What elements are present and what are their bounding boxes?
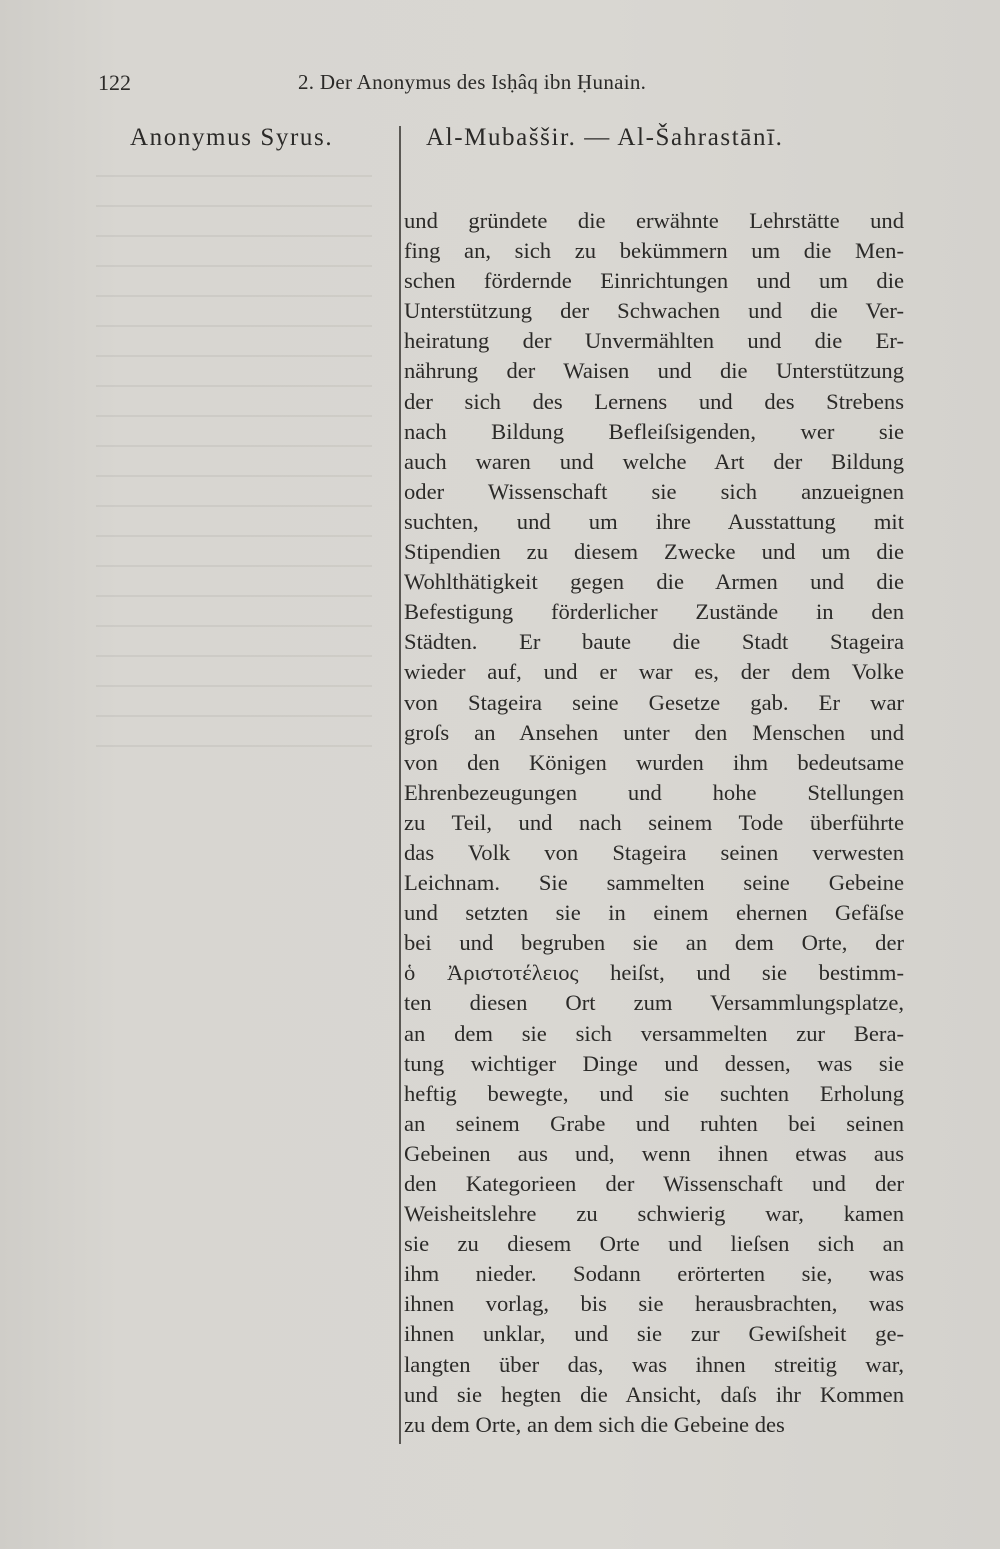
text-line: heftig bewegte, und sie suchten Erholung (404, 1080, 904, 1106)
text-line: und setzten sie in einem ehernen Gefäſse (404, 900, 904, 926)
right-column-heading: Al-Mubaššir. — Al-Šahrastānī. (426, 124, 784, 151)
text-line: schen fördernde Einrichtungen und um die (404, 268, 904, 294)
text-line: Wohlthätigkeit gegen die Armen und die (404, 569, 904, 595)
text-line: langten über das, was ihnen streitig war, (404, 1351, 904, 1377)
text-line: tung wichtiger Dinge und dessen, was sie (404, 1050, 904, 1076)
text-line: suchten, und um ihre Ausstattung mit (404, 508, 904, 534)
text-line: fing an, sich zu bekümmern um die Men- (404, 238, 904, 264)
text-line: auch waren und welche Art der Bildung (404, 448, 904, 474)
text-line: nach Bildung Befleiſsigenden, wer sie (404, 418, 904, 444)
text-line: Stipendien zu diesem Zwecke und um die (404, 539, 904, 565)
page-number: 122 (98, 70, 131, 95)
text-line: bei und begruben sie an dem Orte, der (404, 930, 904, 956)
running-head (98, 70, 898, 100)
text-line: Weisheitslehre zu schwierig war, kamen (404, 1201, 904, 1227)
text-line: an seinem Grabe und ruhten bei seinen (404, 1110, 904, 1136)
text-line: groſs an Ansehen unter den Menschen und (404, 719, 904, 745)
text-line: Städten. Er baute die Stadt Stageira (404, 629, 904, 655)
text-line: an dem sie sich versammelten zur Bera- (404, 1020, 904, 1046)
text-line: ὁ Ἀριστοτέλειος heiſst, und sie bestimm- (404, 960, 904, 986)
left-column-heading: Anonymus Syrus. (130, 124, 334, 151)
text-line: Gebeinen aus und, wenn ihnen etwas aus (404, 1140, 904, 1166)
text-line: von Stageira seine Gesetze gab. Er war (404, 689, 904, 715)
text-line: ten diesen Ort zum Versammlungsplatze, (404, 990, 904, 1016)
text-line: zu dem Orte, an dem sich die Gebeine des (404, 1411, 785, 1437)
right-column-text (404, 206, 904, 1440)
bleed-through-shadow (96, 175, 372, 775)
running-title: 2. Der Anonymus des Isḥâq ibn Ḥunain. (298, 70, 647, 94)
text-line: nährung der Waisen und die Unterstützung (404, 358, 904, 384)
text-line: Befestigung förderlicher Zustände in den (404, 599, 904, 625)
text-line: ihm nieder. Sodann erörterten sie, was (404, 1261, 904, 1287)
text-line: ihnen vorlag, bis sie herausbrachten, was (404, 1291, 904, 1317)
text-line: Leichnam. Sie sammelten seine Gebeine (404, 870, 904, 896)
text-line: der sich des Lernens und des Strebens (404, 388, 904, 414)
text-line: das Volk von Stageira seinen verwesten (404, 839, 904, 865)
text-line: ihnen unklar, und sie zur Gewiſsheit ge- (404, 1321, 904, 1347)
text-line: zu Teil, und nach seinem Tode überführte (404, 809, 904, 835)
text-line: von den Königen wurden ihm bedeutsame (404, 749, 904, 775)
text-line: den Kategorieen der Wissenschaft und der (404, 1171, 904, 1196)
text-line: wieder auf, und er war es, der dem Volke (404, 659, 904, 685)
text-line: Ehrenbezeugungen und hohe Stellungen (404, 779, 904, 805)
column-divider (399, 126, 401, 1444)
text-line: oder Wissenschaft sie sich anzueignen (404, 478, 904, 504)
text-line: sie zu diesem Orte und lieſsen sich an (404, 1231, 904, 1257)
text-line: Unterstützung der Schwachen und die Ver- (404, 298, 904, 324)
text-line: und gründete die erwähnte Lehrstätte und (404, 208, 904, 233)
text-line: und sie hegten die Ansicht, daſs ihr Kommen (404, 1381, 904, 1407)
text-line: heiratung der Unvermählten und die Er- (404, 328, 904, 354)
